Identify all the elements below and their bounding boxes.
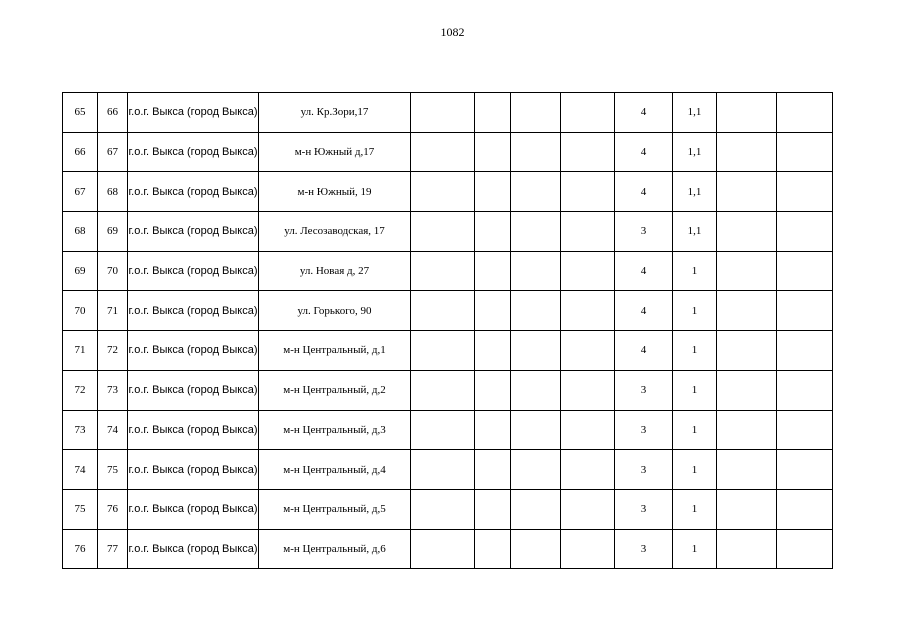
district-cell: г.о.г. Выкса (город Выкса) <box>128 410 259 450</box>
address-cell: ул. Кр.Зори,17 <box>259 93 411 133</box>
table-row <box>63 172 833 212</box>
empty-cell-7 <box>511 172 561 212</box>
empty-cell-12 <box>777 93 833 133</box>
empty-cell-6 <box>475 370 511 410</box>
coefficient-cell: 1,1 <box>673 172 717 212</box>
coefficient-cell: 1 <box>673 370 717 410</box>
empty-cell-8 <box>561 529 615 569</box>
empty-cell-7 <box>511 212 561 252</box>
district-cell: г.о.г. Выкса (город Выкса) <box>128 132 259 172</box>
item-number-cell: 74 <box>98 410 128 450</box>
empty-cell-11 <box>717 132 777 172</box>
district-cell: г.о.г. Выкса (город Выкса) <box>128 370 259 410</box>
empty-cell-6 <box>475 489 511 529</box>
empty-cell-8 <box>561 291 615 331</box>
empty-cell-7 <box>511 529 561 569</box>
row-number-cell: 73 <box>63 410 98 450</box>
coefficient-cell: 1 <box>673 489 717 529</box>
empty-cell-8 <box>561 172 615 212</box>
coefficient-cell: 1,1 <box>673 132 717 172</box>
table-row <box>63 212 833 252</box>
empty-cell-11 <box>717 529 777 569</box>
empty-cell-7 <box>511 450 561 490</box>
empty-cell-6 <box>475 172 511 212</box>
row-number-cell: 68 <box>63 212 98 252</box>
district-cell: г.о.г. Выкса (город Выкса) <box>128 450 259 490</box>
address-cell: ул. Новая д, 27 <box>259 251 411 291</box>
empty-cell-12 <box>777 172 833 212</box>
coefficient-cell: 1 <box>673 529 717 569</box>
empty-cell-11 <box>717 410 777 450</box>
empty-cell-6 <box>475 291 511 331</box>
table-row <box>63 291 833 331</box>
row-number-cell: 65 <box>63 93 98 133</box>
empty-cell-11 <box>717 212 777 252</box>
empty-cell-8 <box>561 93 615 133</box>
table-row <box>63 251 833 291</box>
empty-cell-8 <box>561 132 615 172</box>
empty-cell-12 <box>777 450 833 490</box>
empty-cell-11 <box>717 291 777 331</box>
floors-cell: 3 <box>615 212 673 252</box>
empty-cell-6 <box>475 251 511 291</box>
coefficient-cell: 1 <box>673 291 717 331</box>
floors-cell: 4 <box>615 93 673 133</box>
item-number-cell: 70 <box>98 251 128 291</box>
empty-cell-7 <box>511 331 561 371</box>
district-cell: г.о.г. Выкса (город Выкса) <box>128 529 259 569</box>
empty-cell-5 <box>411 93 475 133</box>
empty-cell-12 <box>777 410 833 450</box>
table-row <box>63 331 833 371</box>
empty-cell-5 <box>411 291 475 331</box>
empty-cell-5 <box>411 529 475 569</box>
district-cell: г.о.г. Выкса (город Выкса) <box>128 291 259 331</box>
row-number-cell: 69 <box>63 251 98 291</box>
empty-cell-11 <box>717 331 777 371</box>
address-cell: ул. Горького, 90 <box>259 291 411 331</box>
empty-cell-6 <box>475 132 511 172</box>
empty-cell-7 <box>511 132 561 172</box>
empty-cell-8 <box>561 489 615 529</box>
coefficient-cell: 1 <box>673 331 717 371</box>
address-cell: м-н Центральный, д,5 <box>259 489 411 529</box>
table-row <box>63 132 833 172</box>
floors-cell: 3 <box>615 410 673 450</box>
row-number-cell: 76 <box>63 529 98 569</box>
empty-cell-8 <box>561 450 615 490</box>
coefficient-cell: 1,1 <box>673 212 717 252</box>
data-table <box>62 92 833 569</box>
empty-cell-6 <box>475 331 511 371</box>
district-cell: г.о.г. Выкса (город Выкса) <box>128 172 259 212</box>
table-row <box>63 410 833 450</box>
address-cell: м-н Центральный, д,2 <box>259 370 411 410</box>
coefficient-cell: 1,1 <box>673 93 717 133</box>
floors-cell: 3 <box>615 370 673 410</box>
floors-cell: 4 <box>615 172 673 212</box>
item-number-cell: 73 <box>98 370 128 410</box>
table-row <box>63 489 833 529</box>
address-cell: м-н Центральный, д,4 <box>259 450 411 490</box>
address-cell: м-н Центральный, д,6 <box>259 529 411 569</box>
coefficient-cell: 1 <box>673 450 717 490</box>
empty-cell-7 <box>511 489 561 529</box>
empty-cell-8 <box>561 370 615 410</box>
table-body <box>63 93 833 569</box>
row-number-cell: 74 <box>63 450 98 490</box>
floors-cell: 3 <box>615 450 673 490</box>
table-row <box>63 450 833 490</box>
empty-cell-11 <box>717 489 777 529</box>
empty-cell-12 <box>777 291 833 331</box>
row-number-cell: 66 <box>63 132 98 172</box>
item-number-cell: 72 <box>98 331 128 371</box>
floors-cell: 4 <box>615 132 673 172</box>
address-cell: м-н Центральный, д,3 <box>259 410 411 450</box>
empty-cell-11 <box>717 172 777 212</box>
floors-cell: 4 <box>615 251 673 291</box>
empty-cell-5 <box>411 450 475 490</box>
district-cell: г.о.г. Выкса (город Выкса) <box>128 251 259 291</box>
empty-cell-5 <box>411 251 475 291</box>
table-row <box>63 93 833 133</box>
empty-cell-12 <box>777 529 833 569</box>
item-number-cell: 67 <box>98 132 128 172</box>
address-cell: м-н Южный, 19 <box>259 172 411 212</box>
floors-cell: 3 <box>615 489 673 529</box>
empty-cell-11 <box>717 450 777 490</box>
empty-cell-12 <box>777 489 833 529</box>
empty-cell-6 <box>475 529 511 569</box>
empty-cell-8 <box>561 331 615 371</box>
row-number-cell: 67 <box>63 172 98 212</box>
empty-cell-8 <box>561 251 615 291</box>
district-cell: г.о.г. Выкса (город Выкса) <box>128 93 259 133</box>
item-number-cell: 69 <box>98 212 128 252</box>
item-number-cell: 68 <box>98 172 128 212</box>
empty-cell-11 <box>717 251 777 291</box>
empty-cell-5 <box>411 212 475 252</box>
empty-cell-12 <box>777 331 833 371</box>
empty-cell-7 <box>511 251 561 291</box>
item-number-cell: 75 <box>98 450 128 490</box>
empty-cell-5 <box>411 172 475 212</box>
empty-cell-6 <box>475 212 511 252</box>
district-cell: г.о.г. Выкса (город Выкса) <box>128 489 259 529</box>
district-cell: г.о.г. Выкса (город Выкса) <box>128 331 259 371</box>
address-cell: м-н Центральный, д,1 <box>259 331 411 371</box>
empty-cell-7 <box>511 291 561 331</box>
row-number-cell: 71 <box>63 331 98 371</box>
empty-cell-7 <box>511 93 561 133</box>
empty-cell-5 <box>411 132 475 172</box>
empty-cell-12 <box>777 212 833 252</box>
empty-cell-5 <box>411 331 475 371</box>
item-number-cell: 77 <box>98 529 128 569</box>
floors-cell: 3 <box>615 529 673 569</box>
item-number-cell: 76 <box>98 489 128 529</box>
empty-cell-6 <box>475 450 511 490</box>
empty-cell-12 <box>777 370 833 410</box>
table-row <box>63 370 833 410</box>
empty-cell-5 <box>411 370 475 410</box>
empty-cell-11 <box>717 370 777 410</box>
item-number-cell: 66 <box>98 93 128 133</box>
coefficient-cell: 1 <box>673 410 717 450</box>
table-row <box>63 529 833 569</box>
empty-cell-7 <box>511 410 561 450</box>
empty-cell-11 <box>717 93 777 133</box>
address-cell: м-н Южный д,17 <box>259 132 411 172</box>
empty-cell-5 <box>411 489 475 529</box>
row-number-cell: 72 <box>63 370 98 410</box>
row-number-cell: 70 <box>63 291 98 331</box>
floors-cell: 4 <box>615 291 673 331</box>
item-number-cell: 71 <box>98 291 128 331</box>
empty-cell-12 <box>777 251 833 291</box>
floors-cell: 4 <box>615 331 673 371</box>
empty-cell-8 <box>561 212 615 252</box>
empty-cell-7 <box>511 370 561 410</box>
address-cell: ул. Лесозаводская, 17 <box>259 212 411 252</box>
row-number-cell: 75 <box>63 489 98 529</box>
empty-cell-12 <box>777 132 833 172</box>
empty-cell-6 <box>475 410 511 450</box>
district-cell: г.о.г. Выкса (город Выкса) <box>128 212 259 252</box>
empty-cell-6 <box>475 93 511 133</box>
empty-cell-8 <box>561 410 615 450</box>
coefficient-cell: 1 <box>673 251 717 291</box>
page-number: 1082 <box>440 25 465 39</box>
empty-cell-5 <box>411 410 475 450</box>
